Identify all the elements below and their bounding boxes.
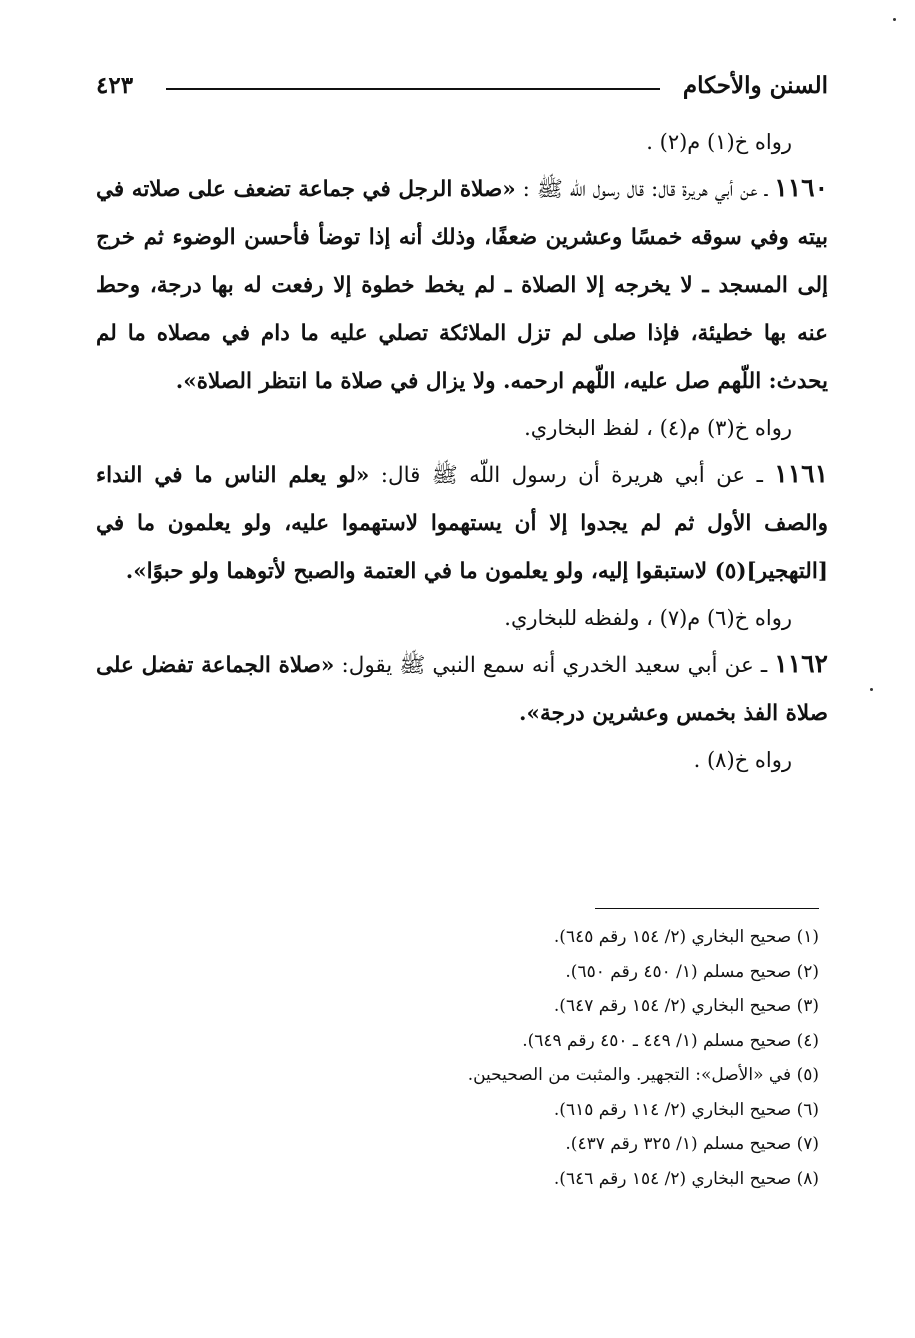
- footnote: (٨) صحيح البخاري (٢/ ١٥٤ رقم ٦٤٦).: [553, 1168, 819, 1189]
- hadith-number: ١١٦٢: [774, 649, 828, 678]
- header-rule: [166, 88, 660, 90]
- hadith-number: ١١٦٠: [774, 173, 828, 202]
- running-title: السنن والأحكام: [682, 72, 828, 99]
- hadith-paragraph: [96, 450, 828, 596]
- footnote: (٦) صحيح البخاري (٢/ ١١٤ رقم ٦١٥).: [553, 1099, 819, 1120]
- scan-speck: [870, 688, 873, 691]
- footnote: (٥) في «الأصل»: التجهير. والمثبت من الصحيحين.: [467, 1065, 819, 1085]
- footnote: (١) صحيح البخاري (٢/ ١٥٤ رقم ٦٤٥).: [553, 927, 819, 947]
- riwaya-line: رواه خ(٦) م(٧) ، ولفظه للبخاري.: [504, 606, 792, 630]
- hadith-intro: ـ عن أبي سعيد الخدري أنه سمع النبي ﷺ يقول:: [341, 653, 768, 678]
- hadith-intro: ـ عن أبي هريرة أن رسول اللّه ﷺ قال:: [380, 463, 763, 488]
- hadith-text: «صلاة الرجل في جماعة تضعف على صلاته في بيته وفي سوقه خمسًا وعشرين ضعفًا، وذلك أنه إذا توضأ فأحسن الوضوء ثم خرج إلى المسجد ـ لا يخرجه إلا الصلاة ـ لم يخط خطوة إلا رفعت له بها درجة، وحط عنه بها خطيئة، فإذا صلى لم تزل الملائكة تصلي عليه ما دام في مصلاه ما لم يحدث: اللّهم صل عليه، اللّهم ارحمه. ولا يزال في صلاة ما انتظر الصلاة».: [96, 177, 828, 394]
- riwaya-line: رواه خ(٨) .: [693, 748, 792, 772]
- hadith-paragraph: [96, 640, 828, 738]
- footnote: (٣) صحيح البخاري (٢/ ١٥٤ رقم ٦٤٧).: [553, 996, 819, 1016]
- riwaya-line: رواه خ(١) م(٢) .: [646, 130, 792, 154]
- footnote: (٢) صحيح مسلم (١/ ٤٥٠ رقم ٦٥٠).: [565, 961, 819, 982]
- hadith-paragraph: [96, 164, 828, 406]
- hadith-text: «صلاة الجماعة تفضل على صلاة الفذ بخمس وعشرين درجة».: [96, 653, 828, 726]
- footnote-separator: [595, 908, 819, 909]
- hadith-intro: ـ عن أبي هريرة قال: قال رسول اللّه ﷺ :: [522, 177, 768, 202]
- hadith-text: «لو يعلم الناس ما في النداء والصف الأول ثم لم يجدوا إلا أن يستهموا لاستهموا عليه، ولو يعلمون ما في [التهجير](٥) لاستبقوا إليه، ولو يعلمون ما في العتمة والصبح لأتوهما ولو حبوًا».: [96, 463, 828, 584]
- riwaya-line: رواه خ(٣) م(٤) ، لفظ البخاري.: [524, 416, 792, 440]
- hadith-number: ١١٦١: [774, 459, 828, 488]
- page-header: [96, 66, 828, 106]
- footnote: (٤) صحيح مسلم (١/ ٤٤٩ ـ ٤٥٠ رقم ٦٤٩).: [522, 1030, 819, 1051]
- page-body: [96, 120, 828, 782]
- footnotes-list: [87, 920, 819, 1196]
- scan-speck: [893, 18, 896, 21]
- footnote: (٧) صحيح مسلم (١/ ٣٢٥ رقم ٤٣٧).: [565, 1134, 819, 1154]
- page-number: ٤٢٣: [96, 72, 134, 99]
